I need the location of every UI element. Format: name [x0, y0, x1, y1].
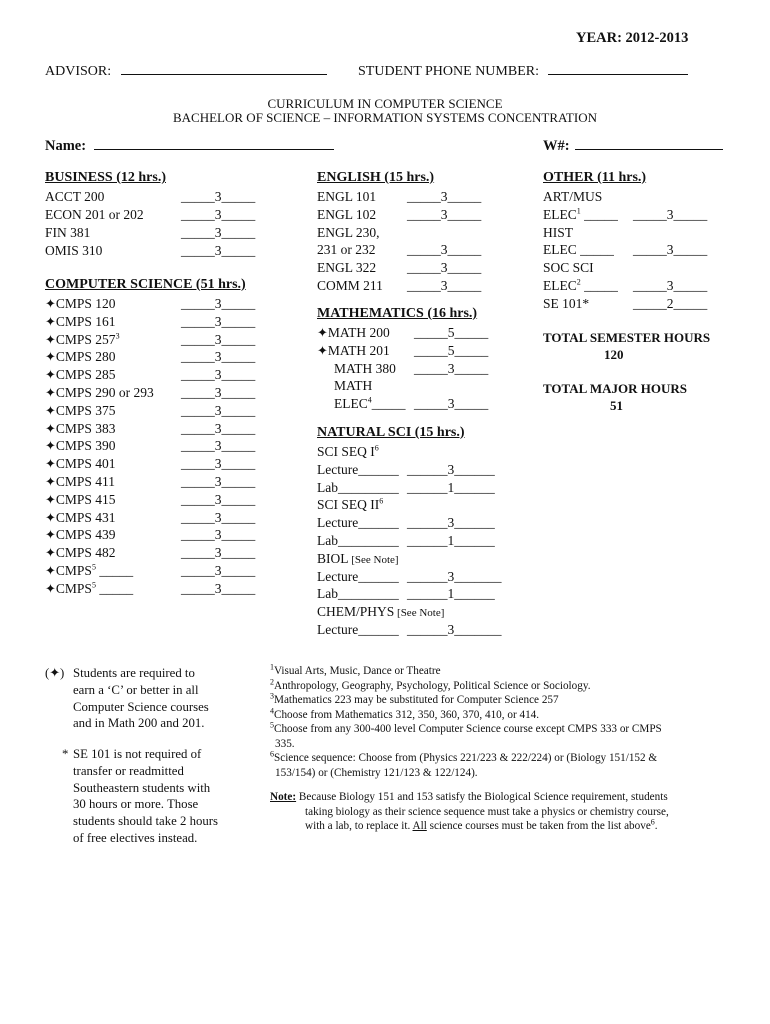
natsci-course-name — [317, 461, 399, 479]
english-hours-blank[interactable]: _____3_____ — [407, 278, 482, 293]
required-star-icon: ✦ — [45, 438, 56, 454]
required-star-icon: ✦ — [45, 367, 56, 383]
math-hours-blank[interactable]: _____3_____ — [414, 360, 489, 376]
english-course-name — [317, 224, 380, 242]
cs-course-label: CMPS 120 — [55, 296, 116, 311]
note-line-3-sup: 6 — [650, 817, 655, 827]
required-star-icon: ✦ — [317, 342, 328, 358]
cs-course-name — [45, 473, 115, 491]
natsci-course-label: Lecture______ — [317, 515, 399, 531]
footnote-ref: 6 — [379, 496, 384, 506]
footnote-text: Visual Arts, Music, Dance or Theatre — [274, 665, 441, 677]
cs-hours-blank[interactable]: _____3_____ — [181, 509, 256, 525]
footnote-ref: 2 — [576, 277, 581, 287]
footnote-number: 4 — [270, 705, 274, 715]
see-note-label: [See Note] — [394, 607, 445, 620]
see-note-label: [See Note] — [348, 553, 399, 566]
english-course-name — [317, 259, 376, 277]
cs-course-label: CMPS 257 — [55, 331, 116, 347]
cs-course-name — [45, 313, 116, 331]
required-star-icon: ✦ — [45, 420, 56, 436]
note-line-3-b: science courses must be taken from the list above — [429, 820, 651, 832]
other-course-name — [543, 206, 618, 224]
cs-course-name — [45, 580, 133, 598]
cs-course-label: CMPS 285 — [55, 367, 116, 383]
english-course-name — [317, 277, 383, 295]
english-course-label: ENGL 102 — [317, 206, 377, 222]
natsci-hours-blank[interactable]: ______3_______ — [407, 568, 502, 584]
footnote-continuation: 335. — [275, 737, 295, 750]
grade-note-line: Students are required to — [73, 666, 195, 680]
name-field — [45, 138, 334, 155]
note-label: Note: — [270, 791, 297, 803]
business-course-name — [45, 206, 144, 224]
footnote-ref: 4 — [367, 395, 372, 405]
cs-course-label: CMPS 280 — [55, 349, 116, 365]
cs-hours-blank[interactable]: _____3_____ — [181, 313, 256, 329]
other-course-label: ELEC — [543, 278, 577, 293]
business-course-label: ACCT 200 — [45, 189, 105, 204]
natsci-course-label: Lab_________ — [317, 479, 399, 495]
grade-note-line: and in Math 200 and 201. — [73, 716, 205, 731]
cs-course-name — [45, 437, 116, 455]
cs-course-name — [45, 331, 120, 349]
business-course-label: OMIS 310 — [45, 243, 103, 258]
advisor-input[interactable] — [121, 74, 327, 75]
natsci-course-name — [317, 550, 399, 569]
required-star-icon: ✦ — [45, 580, 56, 596]
curriculum-title: CURRICULUM IN COMPUTER SCIENCE — [267, 96, 503, 111]
natsci-course-label: Lab_________ — [317, 533, 399, 548]
other-course-name — [543, 259, 594, 277]
footnote-ref: 1 — [576, 206, 581, 216]
cs-course-name — [45, 491, 116, 509]
cs-blank[interactable]: _____ — [95, 563, 134, 578]
natsci-course-label: SCI SEQ I — [317, 444, 375, 459]
business-hours-blank[interactable]: _____3_____ — [181, 207, 256, 222]
cs-course-label: CMPS — [55, 563, 92, 578]
other-blank[interactable]: _____ — [580, 278, 618, 293]
natsci-course-name — [317, 532, 399, 550]
grade-note — [73, 665, 209, 732]
footnote — [270, 705, 662, 723]
footnote-text: Choose from Mathematics 312, 350, 360, 370, 410, or 414. — [274, 708, 540, 721]
total-major-value: 51 — [610, 398, 623, 413]
math-course-name — [317, 377, 372, 395]
natsci-course-label: SCI SEQ II — [317, 497, 380, 513]
cs-hours-blank[interactable]: _____3_____ — [181, 402, 256, 418]
footnote-number: 2 — [270, 676, 274, 686]
math-course-name — [317, 360, 396, 378]
footnote — [270, 751, 662, 766]
total-major-label: TOTAL MAJOR HOURS — [543, 381, 687, 396]
advisor-field — [45, 64, 327, 80]
math-hours-blank[interactable]: _____3_____ — [414, 396, 489, 412]
cs-hours-blank[interactable]: _____3_____ — [181, 456, 256, 472]
footnote-ref: 5 — [91, 562, 96, 572]
cs-hours-blank[interactable]: _____3_____ — [181, 438, 256, 454]
cs-course-label: CMPS 401 — [55, 456, 116, 472]
business-course-label: FIN 381 — [45, 225, 91, 240]
footnote-text: Anthropology, Geography, Psychology, Political Science or Sociology. — [274, 679, 591, 692]
required-star-icon: ✦ — [45, 563, 56, 578]
math-course-name — [317, 342, 390, 360]
cs-course-name — [45, 402, 116, 420]
cs-course-name — [45, 526, 116, 544]
required-star-icon: ✦ — [45, 491, 56, 507]
phone-input[interactable] — [548, 74, 688, 75]
footnote-text: Choose from any 300-400 level Computer Science course except CMPS 333 or CMPS — [274, 723, 662, 735]
se101-note-line: transfer or readmitted — [73, 763, 184, 778]
math-course-label: MATH — [334, 378, 373, 394]
natsci-course-label: BIOL — [317, 550, 349, 566]
footnote — [270, 676, 662, 694]
w-number-field — [543, 138, 723, 155]
other-course-label: SOC SCI — [543, 260, 594, 276]
cs-course-name — [45, 295, 116, 313]
cs-course-name — [45, 366, 116, 384]
other-hours-blank[interactable]: _____3_____ — [633, 242, 708, 258]
required-star-icon: ✦ — [45, 456, 56, 472]
cs-course-name — [45, 562, 133, 580]
natsci-hours-blank[interactable]: ______1______ — [407, 533, 495, 548]
math-course-name — [317, 324, 390, 342]
natsci-heading: NATURAL SCI (15 hrs.) — [317, 425, 465, 440]
footnote-ref: 6 — [374, 443, 379, 453]
se101-note-mark: * — [62, 747, 69, 761]
grade-note-line: Computer Science courses — [73, 699, 209, 714]
english-course-label: 231 or 232 — [317, 242, 376, 258]
english-hours-blank[interactable]: _____3_____ — [407, 242, 482, 258]
cs-course-label: CMPS 375 — [55, 402, 116, 418]
math-course-label: MATH 200 — [327, 325, 390, 340]
required-star-icon: ✦ — [45, 313, 56, 329]
cs-course-name — [45, 384, 154, 402]
required-star-icon: ✦ — [45, 527, 56, 543]
other-hours-blank[interactable]: _____2_____ — [633, 295, 708, 311]
biology-note — [270, 790, 669, 834]
se101-note-line: 30 hours or more. Those — [73, 797, 199, 812]
required-star-icon: ✦ — [45, 296, 56, 311]
required-star-icon: ✦ — [45, 509, 56, 525]
cs-course-label: CMPS 161 — [55, 313, 116, 329]
math-blank[interactable]: _____ — [371, 396, 406, 412]
english-course-name — [317, 206, 376, 224]
cs-hours-blank[interactable]: _____3_____ — [181, 296, 256, 311]
other-course-label: HIST — [543, 224, 573, 240]
natsci-course-label: CHEM/PHYS — [317, 604, 395, 620]
natsci-hours-blank[interactable]: ______1______ — [407, 479, 495, 495]
phone-field — [358, 64, 688, 80]
other-course-label: ELEC _____ — [543, 242, 614, 258]
cs-hours-blank[interactable]: _____3_____ — [181, 563, 256, 578]
w-number-label: W#: — [543, 138, 570, 154]
natsci-hours-blank[interactable]: ______1______ — [407, 586, 495, 602]
english-hours-blank[interactable]: _____3_____ — [407, 260, 482, 276]
natsci-hours-blank[interactable]: ______3_______ — [407, 622, 502, 637]
natsci-hours-blank[interactable]: ______3______ — [407, 515, 495, 531]
english-course-name — [317, 188, 376, 206]
cs-course-label: CMPS 439 — [55, 527, 116, 543]
business-hours-blank[interactable]: _____3_____ — [181, 243, 256, 258]
business-course-name — [45, 224, 90, 242]
other-heading: OTHER (11 hrs.) — [543, 170, 647, 185]
math-heading: MATHEMATICS (16 hrs.) — [317, 306, 478, 321]
natsci-course-label: Lab_________ — [317, 586, 399, 602]
cs-course-label: CMPS 415 — [55, 491, 116, 507]
cs-hours-blank[interactable]: _____3_____ — [181, 545, 256, 561]
total-semester-value: 120 — [604, 347, 624, 362]
se101-note — [73, 746, 218, 847]
cs-course-name — [45, 420, 116, 438]
cs-course-label: CMPS 482 — [55, 545, 116, 561]
footnote-text: Science sequence: Choose from (Physics 221/223 & 222/224) or (Biology 151/152 & — [274, 752, 658, 764]
cs-hours-blank[interactable]: _____3_____ — [181, 491, 256, 507]
note-line-3-all: All — [412, 820, 427, 832]
footnote — [270, 664, 662, 679]
cs-hours-blank[interactable]: _____3_____ — [181, 474, 256, 489]
note-line-1: Because Biology 151 and 153 satisfy the Biological Science requirement, students — [298, 791, 668, 803]
english-course-name — [317, 241, 376, 259]
name-input[interactable] — [94, 149, 334, 150]
footnote-text: Mathematics 223 may be substituted for Computer Science 257 — [274, 694, 559, 706]
business-hours-blank[interactable]: _____3_____ — [181, 189, 256, 204]
business-course-name — [45, 242, 102, 260]
natsci-course-name — [317, 496, 383, 514]
english-heading: ENGLISH (15 hrs.) — [317, 170, 435, 185]
cs-hours-blank[interactable]: _____3_____ — [181, 367, 256, 383]
total-semester-label: TOTAL SEMESTER HOURS — [543, 330, 711, 345]
grade-note-mark: (✦) — [45, 666, 65, 680]
se101-note-line: of free electives instead. — [73, 830, 198, 845]
grade-note-line: earn a ‘C’ or better in all — [73, 682, 199, 697]
footnote-ref: 5 — [91, 580, 96, 590]
natsci-course-label: Lecture______ — [317, 461, 399, 477]
other-course-label: ART/MUS — [543, 189, 603, 204]
advisor-label: ADVISOR: — [45, 64, 112, 79]
natsci-course-name — [317, 479, 399, 497]
other-course-name — [543, 277, 618, 295]
footnote-number: 3 — [270, 691, 274, 701]
se101-note-line: Southeastern students with — [73, 780, 211, 795]
english-hours-blank[interactable]: _____3_____ — [407, 189, 482, 204]
year-label: YEAR: 2012-2013 — [576, 30, 689, 46]
math-hours-blank[interactable]: _____5_____ — [414, 325, 489, 340]
natsci-course-name — [317, 443, 379, 461]
math-course-label: MATH 201 — [327, 342, 390, 358]
other-course-name — [543, 295, 589, 313]
cs-course-label: CMPS 290 or 293 — [55, 385, 154, 400]
degree-title: BACHELOR OF SCIENCE – INFORMATION SYSTEMS CONCENTRATION — [173, 110, 597, 125]
phone-label: STUDENT PHONE NUMBER: — [358, 64, 539, 79]
natsci-hours-blank[interactable]: ______3______ — [407, 461, 495, 477]
required-star-icon: ✦ — [45, 349, 56, 365]
note-line-3-end: . — [654, 820, 658, 832]
math-course-label: ELEC — [334, 396, 368, 412]
other-course-label: SE 101* — [543, 295, 590, 311]
cs-hours-blank[interactable]: _____3_____ — [181, 349, 256, 365]
required-star-icon: ✦ — [45, 385, 56, 400]
math-course-label: MATH 380 — [334, 360, 396, 376]
english-course-label: ENGL 101 — [317, 189, 377, 204]
cs-hours-blank[interactable]: _____3_____ — [181, 580, 256, 596]
other-hours-blank[interactable]: _____3_____ — [633, 278, 708, 293]
cs-hours-blank[interactable]: _____3_____ — [181, 420, 256, 436]
se101-note-line: students should take 2 hours — [73, 814, 219, 829]
se101-note-line: SE 101 is not required of — [73, 747, 202, 761]
footnote — [270, 693, 662, 708]
footnote-number: 5 — [270, 720, 274, 730]
cs-course-name — [45, 544, 116, 562]
cs-course-name — [45, 455, 116, 473]
cs-course-name — [45, 509, 116, 527]
footnote-number: 6 — [270, 749, 274, 759]
footnote-continuation: 153/154) or (Chemistry 121/123 & 122/124). — [275, 766, 478, 779]
cs-course-label: CMPS 431 — [55, 509, 116, 525]
natsci-course-name — [317, 568, 399, 586]
other-course-name — [543, 224, 573, 242]
cs-course-label: CMPS 390 — [55, 438, 116, 454]
cs-course-label: CMPS — [55, 580, 92, 596]
w-number-input[interactable] — [575, 149, 723, 150]
english-hours-blank[interactable]: _____3_____ — [407, 206, 482, 222]
cs-heading: COMPUTER SCIENCE (51 hrs.) — [45, 277, 246, 292]
natsci-course-name — [317, 621, 399, 639]
math-hours-blank[interactable]: _____5_____ — [414, 342, 489, 358]
required-star-icon: ✦ — [45, 545, 56, 561]
cs-course-label: CMPS 411 — [55, 474, 116, 489]
required-star-icon: ✦ — [45, 474, 56, 489]
cs-hours-blank[interactable]: _____3_____ — [181, 331, 256, 347]
other-course-label: ELEC — [543, 206, 577, 222]
other-blank[interactable]: _____ — [580, 206, 618, 222]
math-course-name — [317, 395, 406, 413]
natsci-course-name — [317, 585, 399, 603]
natsci-course-label: Lecture______ — [317, 622, 399, 637]
cs-hours-blank[interactable]: _____3_____ — [181, 527, 256, 543]
footnote-ref: 3 — [115, 331, 120, 341]
natsci-course-label: Lecture______ — [317, 568, 399, 584]
footnote-number: 1 — [270, 662, 274, 672]
cs-hours-blank[interactable]: _____3_____ — [181, 385, 256, 400]
cs-blank[interactable]: _____ — [95, 580, 134, 596]
other-course-name — [543, 188, 602, 206]
required-star-icon: ✦ — [317, 325, 328, 340]
other-course-name — [543, 241, 614, 259]
business-course-name — [45, 188, 104, 206]
business-course-label: ECON 201 or 202 — [45, 207, 144, 222]
other-hours-blank[interactable]: _____3_____ — [633, 206, 708, 222]
natsci-course-name — [317, 514, 399, 532]
english-course-label: ENGL 322 — [317, 260, 377, 276]
business-heading: BUSINESS (12 hrs.) — [45, 170, 166, 185]
business-hours-blank[interactable]: _____3_____ — [181, 225, 256, 240]
footnotes — [270, 664, 662, 780]
english-course-label: COMM 211 — [317, 278, 383, 293]
note-line-2: taking biology as their science sequence must take a physics or chemistry course, — [305, 805, 669, 818]
required-star-icon: ✦ — [45, 331, 56, 347]
english-course-label: ENGL 230, — [317, 224, 380, 240]
footnote — [270, 722, 662, 737]
natsci-course-name — [317, 603, 444, 622]
name-label: Name: — [45, 138, 87, 154]
cs-course-name — [45, 348, 116, 366]
required-star-icon: ✦ — [45, 402, 56, 418]
note-line-3 — [270, 819, 669, 834]
cs-course-label: CMPS 383 — [55, 420, 116, 436]
note-line-3-a: with a lab, to replace it. — [305, 820, 411, 832]
